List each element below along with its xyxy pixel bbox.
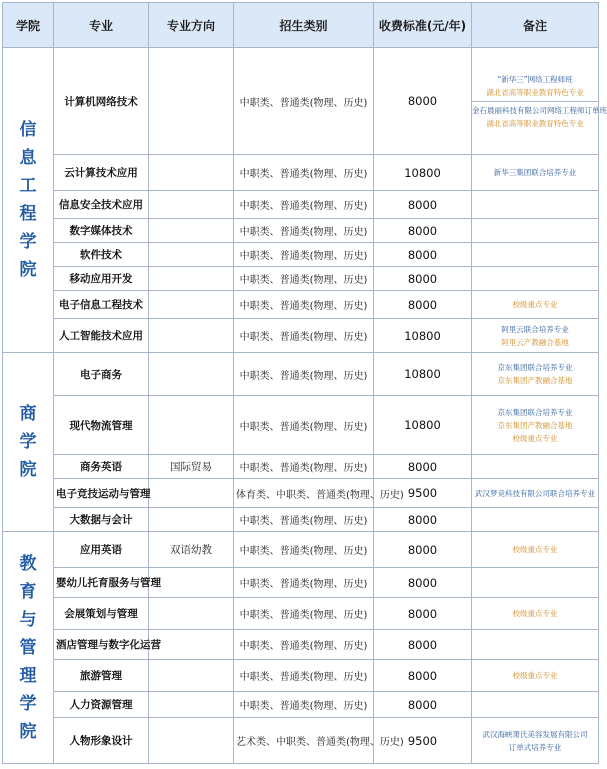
direction-cell <box>149 155 234 191</box>
direction-cell <box>149 630 234 660</box>
major-cell: 电子商务 <box>54 353 149 396</box>
category-cell: 中职类、普通类(物理、历史) <box>234 243 374 267</box>
fee-cell: 8000 <box>374 219 472 243</box>
note-line: 校级重点专业 <box>512 300 558 309</box>
note-cell <box>472 291 599 319</box>
table-row <box>3 267 599 291</box>
fee-cell: 8000 <box>374 191 472 219</box>
fee-cell: 8000 <box>374 455 472 479</box>
major-cell: 移动应用开发 <box>54 267 149 291</box>
major-cell: 酒店管理与数字化运营 <box>54 630 149 660</box>
note-line: 武汉梦竞科技有限公司联合培养专业 <box>475 488 595 498</box>
note-line: 校级重点专业 <box>512 433 558 443</box>
category-cell: 中职类、普通类(物理、历史) <box>234 155 374 191</box>
note-line: 校级重点专业 <box>512 671 558 680</box>
note-cell <box>472 692 599 718</box>
table-header-row <box>3 3 599 48</box>
table-row <box>3 155 599 191</box>
college-cell <box>3 532 54 764</box>
note-line: “新华三”网络工程师班 <box>497 74 573 84</box>
category-cell: 中职类、普通类(物理、历史) <box>234 291 374 319</box>
direction-cell <box>149 568 234 598</box>
major-cell: 人工智能技术应用 <box>54 319 149 353</box>
category-cell: 中职类、普通类(物理、历史) <box>234 660 374 692</box>
fee-cell: 8000 <box>374 692 472 718</box>
enrollment-fee-table <box>2 2 607 764</box>
table-row <box>3 532 599 568</box>
direction-cell <box>149 291 234 319</box>
table-row <box>3 455 599 479</box>
table-row <box>3 692 599 718</box>
note-cell <box>472 191 599 219</box>
note-line: 阿里云产教融合基地 <box>501 337 569 347</box>
note-line: 武汉海峡萧氏美容发展有限公司 <box>482 729 588 739</box>
note-cell <box>472 243 599 267</box>
category-cell: 中职类、普通类(物理、历史) <box>234 48 374 155</box>
category-cell: 中职类、普通类(物理、历史) <box>234 455 374 479</box>
table-row <box>3 219 599 243</box>
note-cell <box>472 396 599 455</box>
header-college: 学院 <box>3 3 54 48</box>
fee-cell: 8000 <box>374 48 472 155</box>
note-cell <box>472 568 599 598</box>
fee-cell: 10800 <box>374 319 472 353</box>
note-line: 湖北省高等职业教育特色专业 <box>486 118 584 128</box>
major-cell: 电子竞技运动与管理 <box>54 479 149 508</box>
table-row <box>3 660 599 692</box>
note-cell <box>472 219 599 243</box>
fee-cell: 10800 <box>374 353 472 396</box>
major-cell: 信息安全技术应用 <box>54 191 149 219</box>
category-cell: 中职类、普通类(物理、历史) <box>234 598 374 630</box>
note-cell <box>472 598 599 630</box>
category-cell: 中职类、普通类(物理、历史) <box>234 267 374 291</box>
direction-cell <box>149 479 234 508</box>
major-cell: 软件技术 <box>54 243 149 267</box>
category-cell: 中职类、普通类(物理、历史) <box>234 396 374 455</box>
major-cell: 数字媒体技术 <box>54 219 149 243</box>
category-cell: 中职类、普通类(物理、历史) <box>234 508 374 532</box>
direction-cell <box>149 718 234 764</box>
fee-cell: 8000 <box>374 630 472 660</box>
category-cell: 中职类、普通类(物理、历史) <box>234 219 374 243</box>
fee-cell: 9500 <box>374 718 472 764</box>
table-row <box>3 718 599 764</box>
fee-cell: 10800 <box>374 396 472 455</box>
note-line: 阿里云联合培养专业 <box>501 324 569 334</box>
fee-cell: 8000 <box>374 508 472 532</box>
note-line: 京东集团联合培养专业 <box>497 363 573 372</box>
direction-cell <box>149 219 234 243</box>
note-line: 京东集团产教融合基地 <box>497 376 573 385</box>
fee-cell: 8000 <box>374 532 472 568</box>
major-cell: 大数据与会计 <box>54 508 149 532</box>
table-row <box>3 598 599 630</box>
header-fee: 收费标准(元/年) <box>374 3 472 48</box>
fee-cell: 9500 <box>374 479 472 508</box>
fee-cell: 8000 <box>374 291 472 319</box>
header-major: 专业 <box>54 3 149 48</box>
direction-cell <box>149 660 234 692</box>
note-line: 京东集团联合培养专业 <box>497 407 573 417</box>
table-row <box>3 48 599 155</box>
fee-cell: 8000 <box>374 243 472 267</box>
note-line: 校级重点专业 <box>512 545 558 554</box>
category-cell: 中职类、普通类(物理、历史) <box>234 630 374 660</box>
major-cell: 人物形象设计 <box>54 718 149 764</box>
table-row <box>3 243 599 267</box>
direction-cell <box>149 692 234 718</box>
table-row <box>3 191 599 219</box>
direction-cell <box>149 319 234 353</box>
college-name: 教育与管理学院 <box>19 553 37 742</box>
note-cell <box>472 48 607 155</box>
category-cell: 体育类、中职类、普通类(物理、历史) <box>234 479 374 508</box>
table-row <box>3 479 599 508</box>
note-cell <box>472 455 599 479</box>
college-cell <box>3 353 54 532</box>
note-cell <box>472 508 599 532</box>
direction-cell <box>149 267 234 291</box>
major-cell: 电子信息工程技术 <box>54 291 149 319</box>
category-cell: 中职类、普通类(物理、历史) <box>234 692 374 718</box>
fee-cell: 8000 <box>374 267 472 291</box>
major-cell: 现代物流管理 <box>54 396 149 455</box>
note-line: 金石晨丽科技有限公司网络工程师订单班 <box>472 101 598 117</box>
direction-cell <box>149 396 234 455</box>
note-line: 湖北省高等职业教育特色专业 <box>486 87 584 97</box>
fee-cell: 8000 <box>374 568 472 598</box>
note-cell <box>472 479 599 508</box>
college-name: 信息工程学院 <box>19 120 37 280</box>
major-cell: 商务英语 <box>54 455 149 479</box>
table-row <box>3 396 599 455</box>
note-line: 京东集团产教融合基地 <box>497 420 573 430</box>
note-cell <box>472 353 599 396</box>
major-cell: 旅游管理 <box>54 660 149 692</box>
table-row <box>3 568 599 598</box>
note-line: 订单式培养专业 <box>508 742 562 752</box>
direction-cell <box>149 48 234 155</box>
header-direction: 专业方向 <box>149 3 234 48</box>
direction-cell <box>149 353 234 396</box>
major-cell: 会展策划与管理 <box>54 598 149 630</box>
category-cell: 中职类、普通类(物理、历史) <box>234 568 374 598</box>
fee-cell: 8000 <box>374 598 472 630</box>
note-line: 新华三集团联合培养专业 <box>493 168 577 177</box>
college-name: 商学院 <box>19 404 37 480</box>
header-category: 招生类别 <box>234 3 374 48</box>
table-row <box>3 319 599 353</box>
direction-cell <box>149 243 234 267</box>
table-body <box>3 48 607 764</box>
major-cell: 应用英语 <box>54 532 149 568</box>
direction-cell <box>149 191 234 219</box>
category-cell: 中职类、普通类(物理、历史) <box>234 319 374 353</box>
note-cell <box>472 718 599 764</box>
fee-cell: 8000 <box>374 660 472 692</box>
table-row <box>3 630 599 660</box>
major-cell: 云计算技术应用 <box>54 155 149 191</box>
direction-cell: 国际贸易 <box>149 455 234 479</box>
note-cell <box>472 660 599 692</box>
table-row <box>3 508 599 532</box>
note-cell <box>472 532 599 568</box>
category-cell: 中职类、普通类(物理、历史) <box>234 191 374 219</box>
header-note: 备注 <box>472 3 599 48</box>
note-cell <box>472 319 599 353</box>
note-cell <box>472 630 599 660</box>
direction-cell <box>149 508 234 532</box>
major-cell: 计算机网络技术 <box>54 48 149 155</box>
major-cell: 婴幼儿托育服务与管理 <box>54 568 149 598</box>
table-row <box>3 353 599 396</box>
table-row <box>3 291 599 319</box>
note-cell <box>472 155 599 191</box>
college-cell <box>3 48 54 353</box>
fee-cell: 10800 <box>374 155 472 191</box>
direction-cell <box>149 598 234 630</box>
note-line: 校级重点专业 <box>512 609 558 618</box>
category-cell: 中职类、普通类(物理、历史) <box>234 532 374 568</box>
major-cell: 人力资源管理 <box>54 692 149 718</box>
category-cell: 艺术类、中职类、普通类(物理、历史) <box>234 718 374 764</box>
note-cell <box>472 267 599 291</box>
category-cell: 中职类、普通类(物理、历史) <box>234 353 374 396</box>
direction-cell: 双语幼教 <box>149 532 234 568</box>
